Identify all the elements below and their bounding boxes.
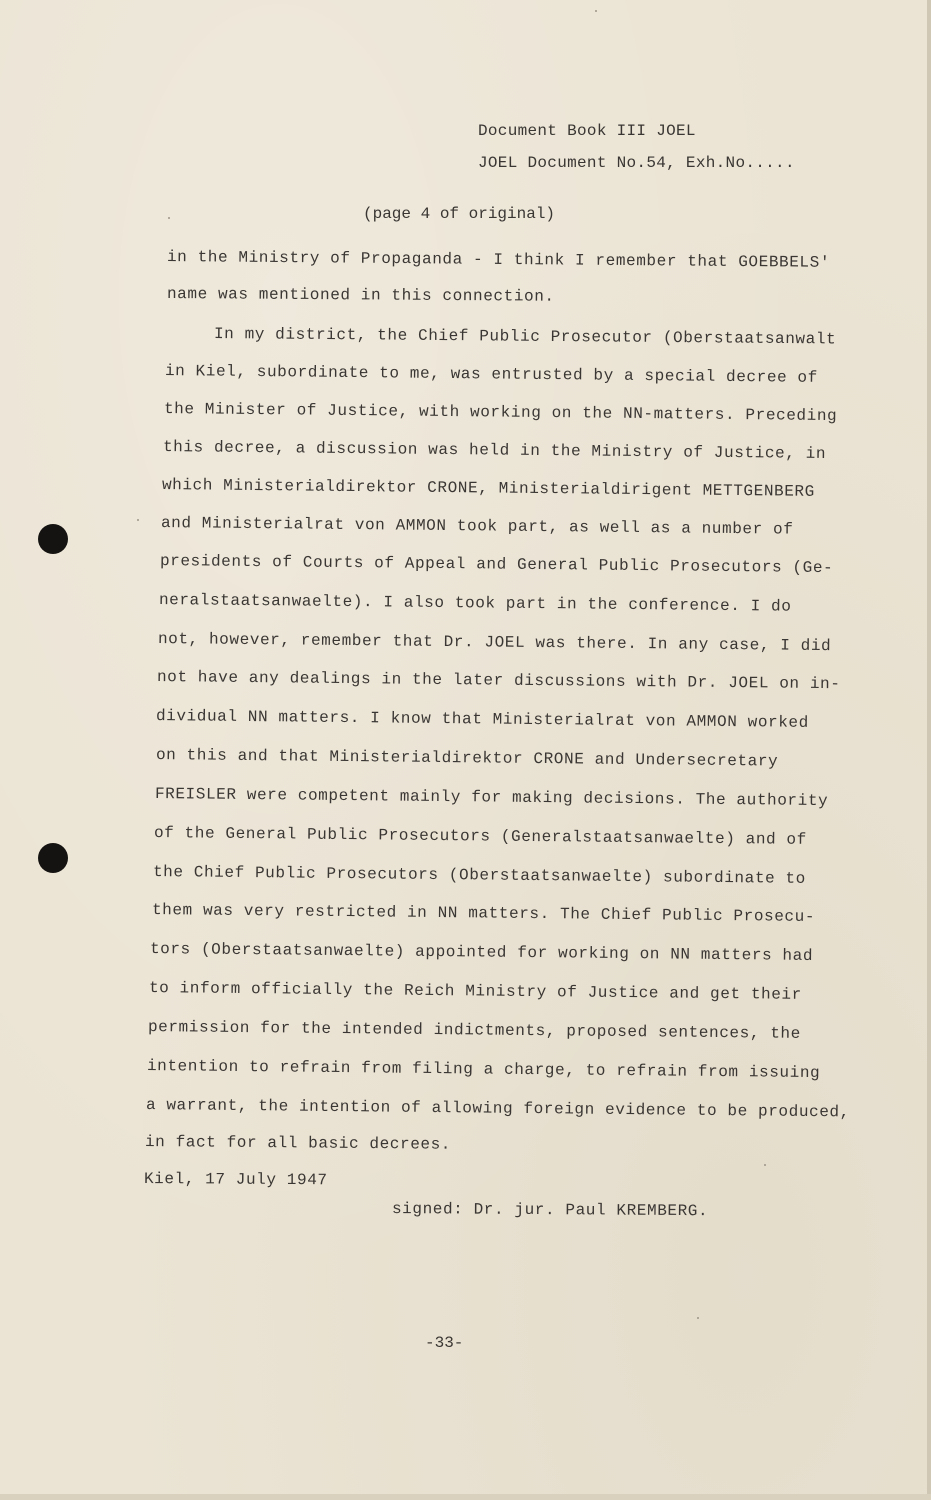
page-note: (page 4 of original) — [363, 205, 556, 223]
header-doc-ref: JOEL Document No.54, Exh.No..... — [478, 154, 795, 172]
page-edge-bottom — [0, 1494, 931, 1500]
paper-speck — [697, 1317, 699, 1319]
body-line: on this and that Ministerialdirektor CRONE and Undersecretary — [155, 746, 779, 771]
punch-hole-top — [38, 524, 68, 554]
body-line: tors (Oberstaatsanwaelte) appointed for working on NN matters had — [149, 940, 814, 965]
body-line: name was mentioned in this connection. — [166, 285, 555, 306]
body-line: In my district, the Chief Public Prosecutor (Oberstaatsanwalt — [213, 325, 837, 349]
punch-hole-bottom — [38, 843, 68, 873]
body-line: dividual NN matters. I know that Ministerialrat von AMMON worked — [155, 707, 809, 732]
body-line: not have any dealings in the later discussions with Dr. JOEL on in- — [156, 668, 841, 694]
body-line: in Kiel, subordinate to me, was entrusted by a special decree of — [164, 362, 818, 387]
paper-speck — [764, 1164, 766, 1166]
body-line: a warrant, the intention of allowing foreign evidence to be produced, — [145, 1096, 850, 1122]
paper-speck — [168, 217, 170, 219]
body-line: and Ministerialrat von AMMON took part, as well as a number of — [160, 514, 794, 539]
body-line: this decree, a discussion was held in the Ministry of Justice, in — [162, 438, 827, 463]
header-book: Document Book III JOEL — [478, 122, 696, 140]
place-date: Kiel, 17 July 1947 — [143, 1170, 328, 1190]
body-line: neralstaatsanwaelte). I also took part in the conference. I do — [158, 591, 792, 616]
body-line: the Minister of Justice, with working on the NN-matters. Preceding — [163, 400, 838, 426]
body-line: in the Ministry of Propaganda - I think I remember that GOEBBELS' — [166, 248, 831, 272]
page-number: -33- — [425, 1334, 464, 1352]
body-line: which Ministerialdirektor CRONE, Ministerialdirigent METTGENBERG — [161, 476, 815, 501]
body-line: presidents of Courts of Appeal and General Public Prosecutors (Ge- — [159, 552, 834, 578]
paper-speck — [595, 10, 597, 12]
body-line: the Chief Public Prosecutors (Oberstaatsanwaelte) subordinate to — [152, 863, 806, 888]
signature-line: signed: Dr. jur. Paul KREMBERG. — [391, 1200, 709, 1221]
body-line: in fact for all basic decrees. — [144, 1133, 452, 1154]
body-line: intention to refrain from filing a charge, to refrain from issuing — [146, 1057, 821, 1083]
body-line: them was very restricted in NN matters. The Chief Public Prosecu- — [151, 901, 816, 926]
body-line: to inform officially the Reich Ministry of Justice and get their — [148, 979, 802, 1004]
body-line: permission for the intended indictments, proposed sentences, the — [147, 1018, 801, 1043]
paper-speck — [137, 519, 139, 521]
body-line: not, however, remember that Dr. JOEL was there. In any case, I did — [157, 630, 832, 656]
page-edge-right — [927, 0, 931, 1500]
body-line: of the General Public Prosecutors (Generalstaatsanwaelte) and of — [153, 824, 807, 849]
body-line: FREISLER were competent mainly for making decisions. The authority — [154, 785, 829, 811]
